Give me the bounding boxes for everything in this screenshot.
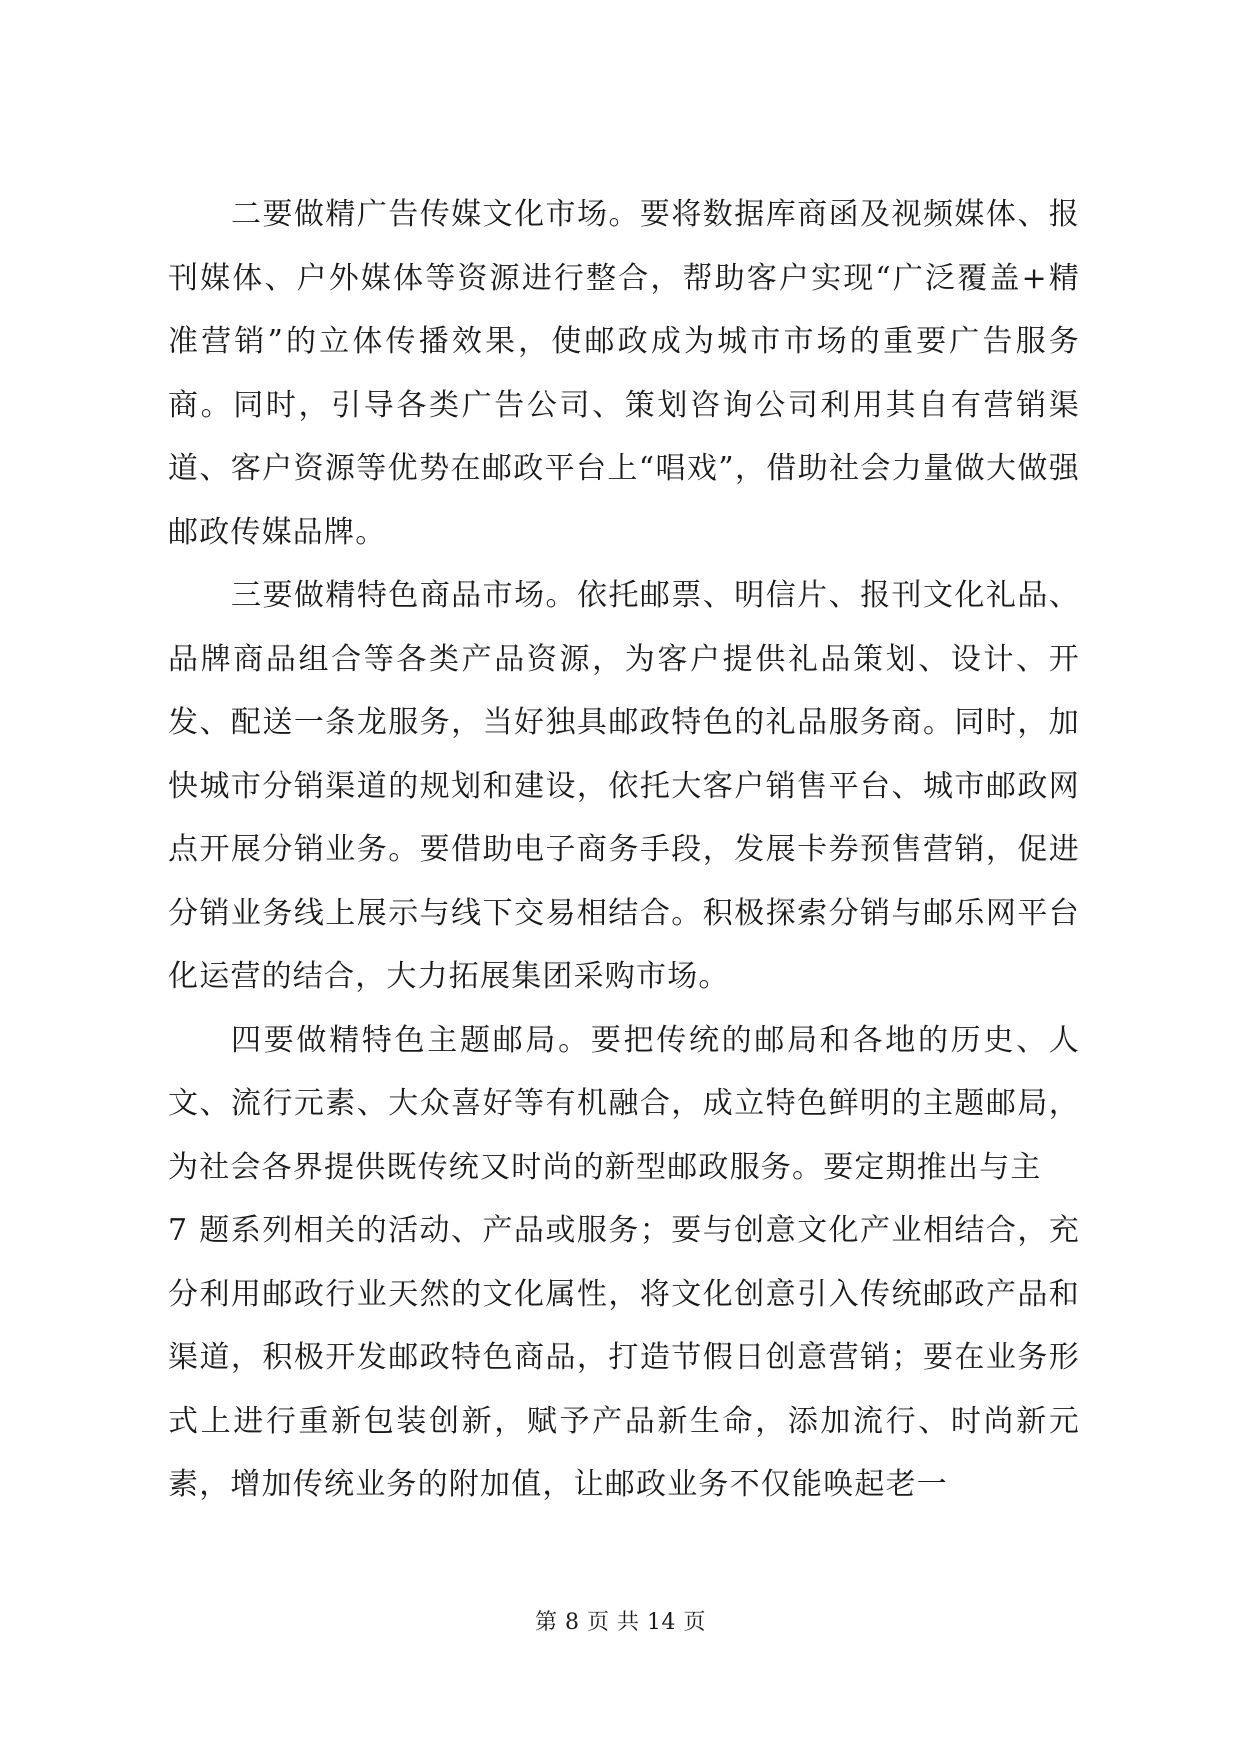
body-text	[168, 183, 1080, 1517]
page-number-footer: 第 8 页 共 14 页	[535, 1610, 706, 1635]
paragraph-theme-post-office: 四要做精特色主题邮局。要把传统的邮局和各地的历史、人文、流行元素、大众喜好等有机融合，成立特色鲜明的主题邮局，为社会各界提供既传统又时尚的新型邮政服务。要定期推出与主	[168, 1022, 1080, 1185]
paragraph-advertising-media: 二要做精广告传媒文化市场。要将数据库商函及视频媒体、报刊媒体、户外媒体等资源进行整合，帮助客户实现“广泛覆盖+精准营销”的立体传播效果，使邮政成为城市市场的重要广告服务商。同时，引导各类广告公司、策划咨询公司利用其自有营销渠道、客户资源等优势在邮政平台上“唱戏”，借助社会力量做大做强邮政传媒品牌。	[168, 197, 1080, 550]
paragraph-continuation: 7 题系列相关的活动、产品或服务；要与创意文化产业相结合，充分利用邮政行业天然的文化属性，将文化创意引入传统邮政产品和渠道，积极开发邮政特色商品，打造节假日创意营销；要在业务形式上进行重新包装创新，赋予产品新生命，添加流行、时尚新元素，增加传统业务的附加值，让邮政业务不仅能唤起老一	[168, 1213, 1080, 1502]
paragraph-specialty-goods: 三要做精特色商品市场。依托邮票、明信片、报刊文化礼品、品牌商品组合等各类产品资源，为客户提供礼品策划、设计、开发、配送一条龙服务，当好独具邮政特色的礼品服务商。同时，加快城市分销渠道的规划和建设，依托大客户销售平台、城市邮政网点开展分销业务。要借助电子商务手段，发展卡券预售营销，促进分销业务线上展示与线下交易相结合。积极探索分销与邮乐网平台化运营的结合，大力拓展集团采购市场。	[168, 578, 1080, 994]
